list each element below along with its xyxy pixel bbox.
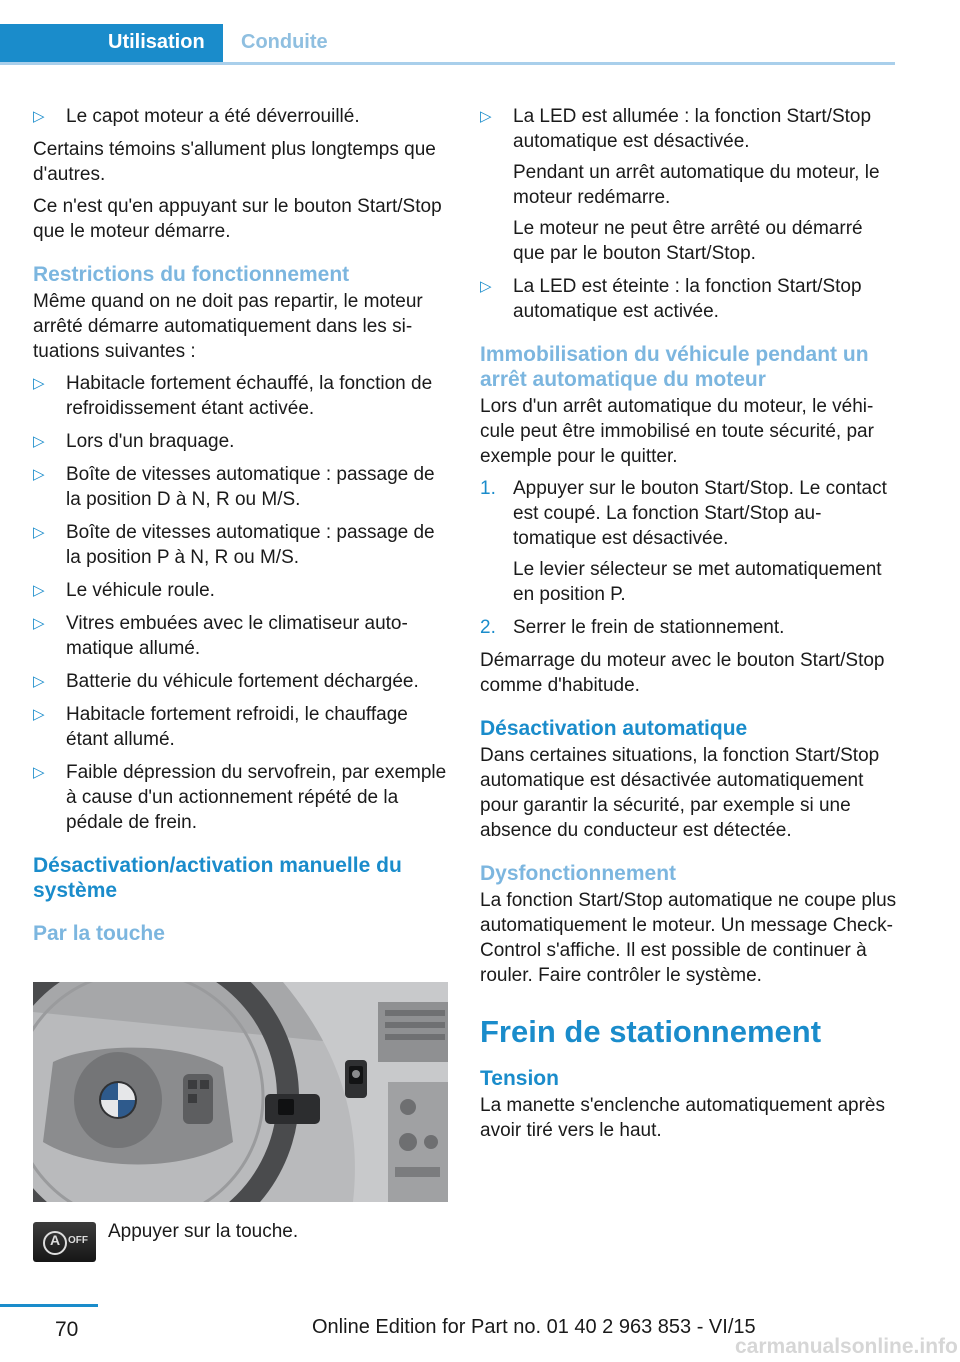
heading-tension: Tension [480,1067,559,1090]
triangle-bullet-icon: ▷ [33,764,45,781]
paragraph: La manette s'enclenche automatiquement après avoir tiré vers le haut. [480,1095,885,1141]
paragraph: Certains témoins s'allument plus longtemps que d'autres. [33,139,436,185]
page-number-bar [0,1304,98,1307]
triangle-bullet-icon: ▷ [33,615,45,632]
paragraph: Ce n'est qu'en appuyant sur le bouton Start/Stop que le moteur démarre. [33,196,442,242]
tab-conduite-label: Conduite [241,31,328,53]
heading-desactivation-manuelle: Désactivation/activation manuelle du système [33,854,402,902]
heading-desactivation-automatique: Désactivation automatique [480,717,748,740]
bullet-list-top [33,104,448,129]
triangle-bullet-icon: ▷ [33,582,45,599]
list-item: ▷ Vitres embuées avec le climatiseur automatique allumé. [33,613,408,659]
tab-utilisation[interactable] [0,24,223,62]
list-item: 2. Serrer le frein de stationnement. [480,617,785,638]
list-item: ▷ Faible dépression du servofrein, par exemple à cause d'un actionnement répété de la pédale de frein. [33,762,447,833]
button-caption: Appuyer sur la touche. [108,1221,299,1242]
triangle-bullet-icon: ▷ [33,673,45,690]
triangle-bullet-icon: ▷ [33,433,45,450]
paragraph: Le moteur ne peut être arrêté ou démarré que par le bouton Start/Stop. [513,218,863,264]
triangle-bullet-icon: ▷ [480,108,492,125]
list-item: ▷ Le capot moteur a été déverrouillé. [33,106,360,127]
paragraph: Même quand on ne doit pas repartir, le moteur arrêté démarre automatiquement dans les situations suivantes : [33,291,423,362]
bullet-list-restrictions [33,371,448,835]
list-item: 1. Appuyer sur le bouton Start/Stop. Le contact est coupé. La fonction Start/Stop automatique est désactivée. Le levier sélecteur se met automatiquement en position P. [480,476,898,607]
list-item: ▷ Lors d'un braquage. [33,431,235,452]
left-column [33,104,448,948]
heading-frein-de-stationnement: Frein de stationnement [480,1014,822,1049]
heading-restrictions: Restrictions du fonctionnement [33,263,350,286]
tab-utilisation-label: Utilisation [108,31,205,53]
right-column [480,104,898,1150]
paragraph: Pendant un arrêt automatique du moteur, le moteur redémarre. [513,162,880,208]
heading-dysfonctionnement: Dysfonctionnement [480,862,677,885]
triangle-bullet-icon: ▷ [33,706,45,723]
chapter-tabs [0,24,895,65]
paragraph: La fonction Start/Stop automatique ne coupe plus automatiquement le moteur. Un message Check-Control s'affiche. Il est possible de continuer à rouler. Faire contrôler le système. [480,890,897,986]
steering-wheel-illustration [33,982,448,1202]
bullet-list-led [480,104,898,324]
list-item: ▷ Habitacle fortement refroidi, le chauffage étant allumé. [33,704,408,750]
triangle-bullet-icon: ▷ [33,375,45,392]
heading-immobilisation: Immobilisation du véhicule pendant un arrêt automatique du moteur [480,343,869,391]
numbered-steps [480,476,898,640]
list-item: ▷ Le véhicule roule. [33,580,215,601]
heading-par-la-touche: Par la touche [33,922,165,945]
list-item: ▷ Batterie du véhicule fortement déchargée. [33,671,419,692]
list-item: ▷ La LED est éteinte : la fonction Start/Stop automatique est activée. [480,276,862,322]
paragraph: Dans certaines situations, la fonction Start/Stop automatique est désactivée automatiquement pour garantir la sécurité, par exemple si une absence du conducteur est détectée. [480,745,880,841]
start-stop-off-button-icon: A OFF [33,1222,96,1262]
paragraph: Démarrage du moteur avec le bouton Start/Stop comme d'habitude. [480,650,885,696]
edition-footer: Online Edition for Part no. 01 40 2 963 853 - VI/15 [312,1316,756,1338]
list-item: ▷ Habitacle fortement échauffé, la fonction de refroidissement étant activée. [33,373,433,419]
triangle-bullet-icon: ▷ [33,524,45,541]
triangle-bullet-icon: ▷ [480,278,492,295]
paragraph: Lors d'un arrêt automatique du moteur, le véhicule peut être immobilisé en toute sécurité, par exemple pour le quitter. [480,396,874,467]
list-item: ▷ Boîte de vitesses automatique : passage de la position D à N, R ou M/S. [33,464,435,510]
triangle-bullet-icon: ▷ [33,466,45,483]
paragraph: Le levier sélecteur se met automatiquement en position P. [513,559,882,605]
watermark: carmanualsonline.info [735,1335,958,1358]
list-item: ▷ Boîte de vitesses automatique : passage de la position P à N, R ou M/S. [33,522,435,568]
triangle-bullet-icon: ▷ [33,108,45,125]
list-item: ▷ La LED est allumée : la fonction Start/Stop automatique est désactivée. Pendant un arrêt automatique du moteur, le moteur redémarre. Le moteur ne peut être arrêté ou démarré que par le bouton Start/Stop. [480,104,898,266]
page-number: 70 [55,1318,79,1341]
